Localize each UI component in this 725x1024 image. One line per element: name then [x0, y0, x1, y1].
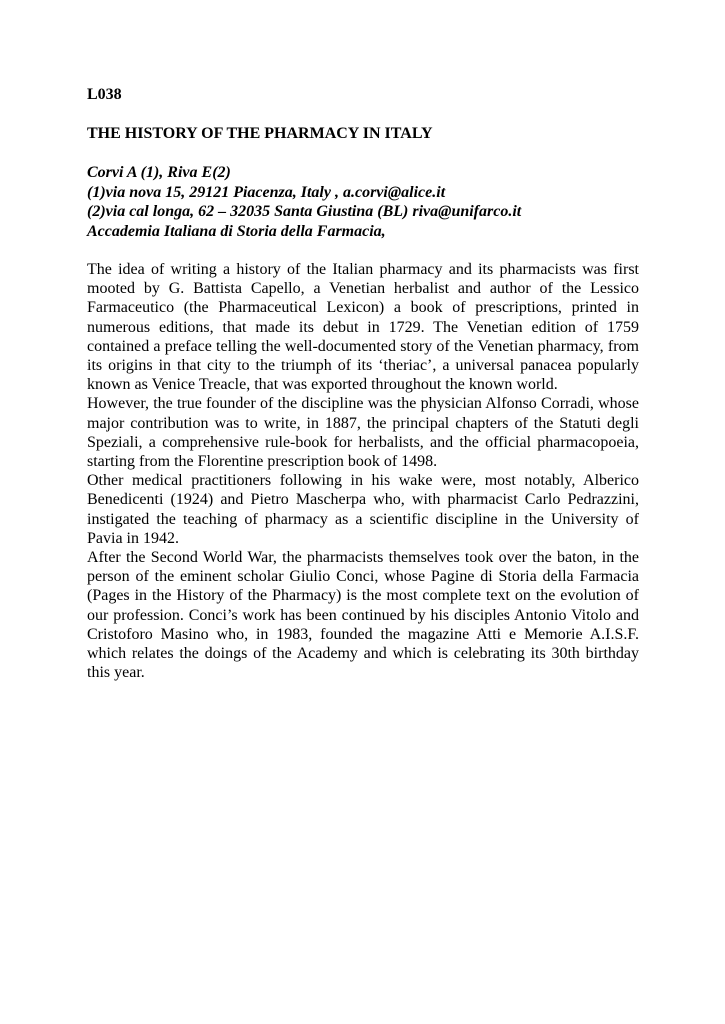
- paragraph-2: However, the true founder of the discipline was the physician Alfonso Corradi, whose major contribution was to write, in 1887, the principal chapters of the Statuti degli Speziali, a comprehensive rule-book for herbalists, and the official pharmacopoeia, starting from the Florentine prescription book of 1498.: [87, 395, 639, 471]
- authors-line: Corvi A (1), Riva E(2): [87, 164, 231, 181]
- paragraph-3: Other medical practitioners following in his wake were, most notably, Alberico Benedicenti (1924) and Pietro Mascherpa who, with pharmacist Carlo Pedrazzini, instigated the teaching of pharmacy as a scientific discipline in the University of Pavia in 1942.: [87, 472, 639, 547]
- affiliation-2: (2)via cal longa, 62 – 32035 Santa Giustina (BL) riva@unifarco.it: [87, 203, 522, 220]
- affiliation-1: (1)via nova 15, 29121 Piacenza, Italy , a.corvi@alice.it: [87, 183, 446, 201]
- paragraph-4: After the Second World War, the pharmacists themselves took over the baton, in the person of the eminent scholar Giulio Conci, whose Pagine di Storia della Farmacia (Pages in the History of the Pharmacy) is the most complete text on the evolution of our profession. Conci’s work has been continued by his disciples Antonio Vitolo and Cristoforo Masino who, in 1983, founded the magazine Atti e Memorie A.I.S.F. which relates the doings of the Academy and which is celebrating its 30th birthday this year.: [87, 549, 639, 682]
- paragraph-1: The idea of writing a history of the Italian pharmacy and its pharmacists was first mooted by G. Battista Capello, a Venetian herbalist and author of the Lessico Farmaceutico (the Pharmaceutical Lexicon) a book of prescriptions, printed in numerous editions, that made its debut in 1729. The Venetian edition of 1759 contained a preface telling the well-documented story of the Venetian pharmacy, from its origins in that city to the triumph of its ‘theriac’, a universal panacea popularly known as Venice Treacle, that was exported throughout the known world.: [87, 261, 639, 394]
- author-block: [87, 163, 639, 241]
- abstract-body: [87, 260, 639, 682]
- abstract-code: L038: [87, 86, 122, 103]
- document-page: [87, 85, 639, 682]
- abstract-title: THE HISTORY OF THE PHARMACY IN ITALY: [87, 125, 433, 142]
- institution: Accademia Italiana di Storia della Farmacia,: [87, 222, 386, 240]
